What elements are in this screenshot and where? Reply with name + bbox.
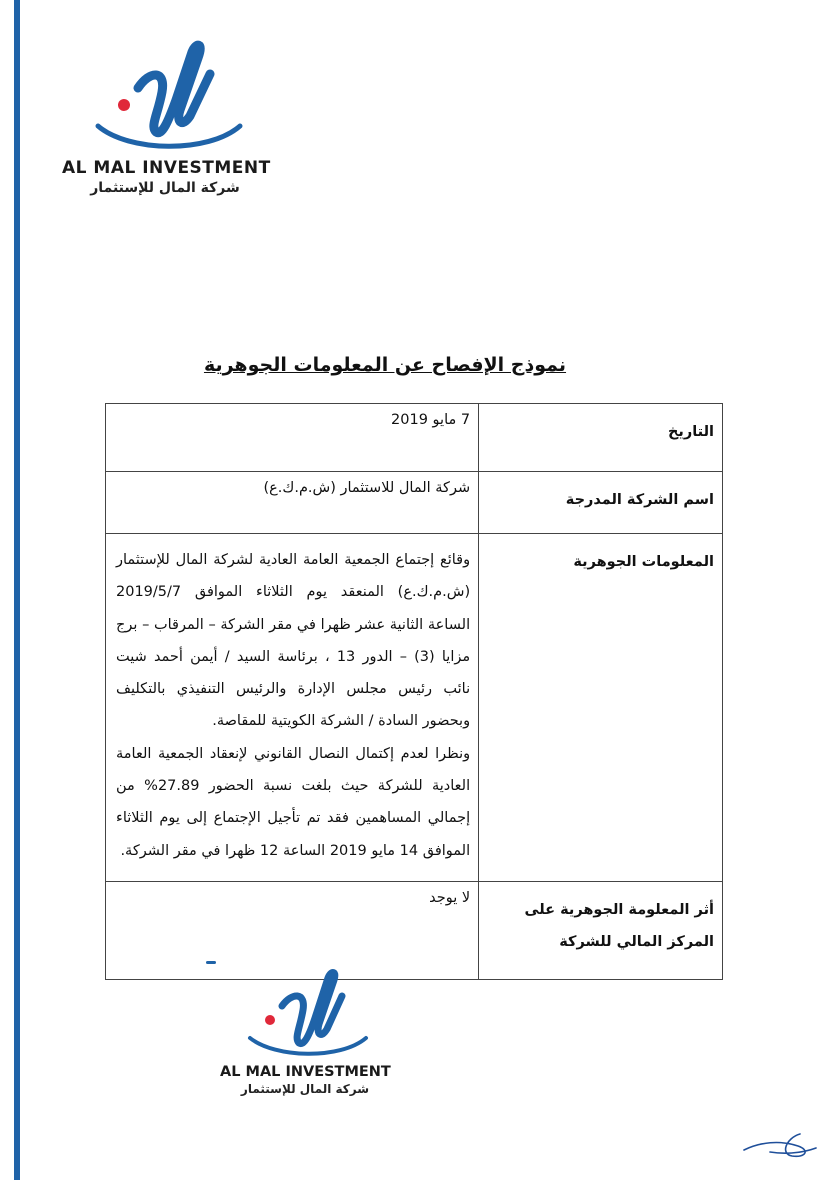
signature-icon bbox=[740, 1128, 820, 1162]
material-info-paragraph-1: وقائع إجتماع الجمعية العامة العادية لشركة المال للإستثمار (ش.م.ك.ع) المنعقد يوم الثلاثاء الموافق 2019/5/7 الساعة الثانية عشر ظهرا في مقر الشركة – المرقاب – برج مزايا (3) – الدور 13 ، برئاسة السيد / أيمن أحمد شيت نائب رئيس مجلس الإدارة والرئيس التنفيذي بالتكليف وبحضور السادة / الشركة الكويتية للمقاصة. bbox=[116, 552, 471, 730]
row-label-material-info: المعلومات الجوهرية bbox=[573, 554, 714, 570]
row-value-company: شركة المال للاستثمار (ش.م.ك.ع) bbox=[263, 480, 471, 496]
stamp-mark-icon bbox=[220, 958, 390, 1062]
row-label-company: اسم الشركة المدرجة bbox=[565, 492, 714, 508]
document-title: نموذج الإفصاح عن المعلومات الجوهرية bbox=[203, 354, 567, 376]
row-value-material-info bbox=[106, 534, 478, 867]
stamp-text-en: AL MAL INVESTMENT bbox=[220, 1064, 391, 1080]
row-label-impact: أثر المعلومة الجوهرية على المركز المالي للشركة bbox=[524, 902, 714, 950]
table-row bbox=[106, 404, 723, 472]
logo-text-en: AL MAL INVESTMENT bbox=[62, 158, 271, 178]
row-label-date: التاريخ bbox=[667, 424, 714, 440]
ink-dot bbox=[206, 961, 216, 964]
table-row bbox=[106, 472, 723, 534]
left-margin-rule bbox=[14, 0, 20, 1180]
material-info-paragraph-2: ونظرا لعدم إكتمال النصال القانوني لإنعقاد الجمعية العامة العادية للشركة حيث بلغت نسبة الحضور 27.89% من إجمالي المساهمين فقد تم تأجيل الإجتماع إلى يوم الثلاثاء الموافق 14 مايو 2019 الساعة 12 ظهرا في مقر الشركة. bbox=[116, 745, 471, 859]
logo-text-ar: شركة المال للإستثمار bbox=[90, 180, 240, 196]
row-value-impact: لا يوجد bbox=[429, 890, 471, 906]
table-row bbox=[106, 882, 723, 980]
logo-mark-icon bbox=[58, 30, 268, 160]
table-row bbox=[106, 534, 723, 882]
stamp-text-ar: شركة المال للإستثمار bbox=[240, 1082, 370, 1096]
company-stamp bbox=[220, 958, 390, 1098]
disclosure-table bbox=[105, 403, 723, 980]
row-value-date: 7 مايو 2019 bbox=[391, 412, 471, 428]
company-logo bbox=[58, 30, 271, 200]
